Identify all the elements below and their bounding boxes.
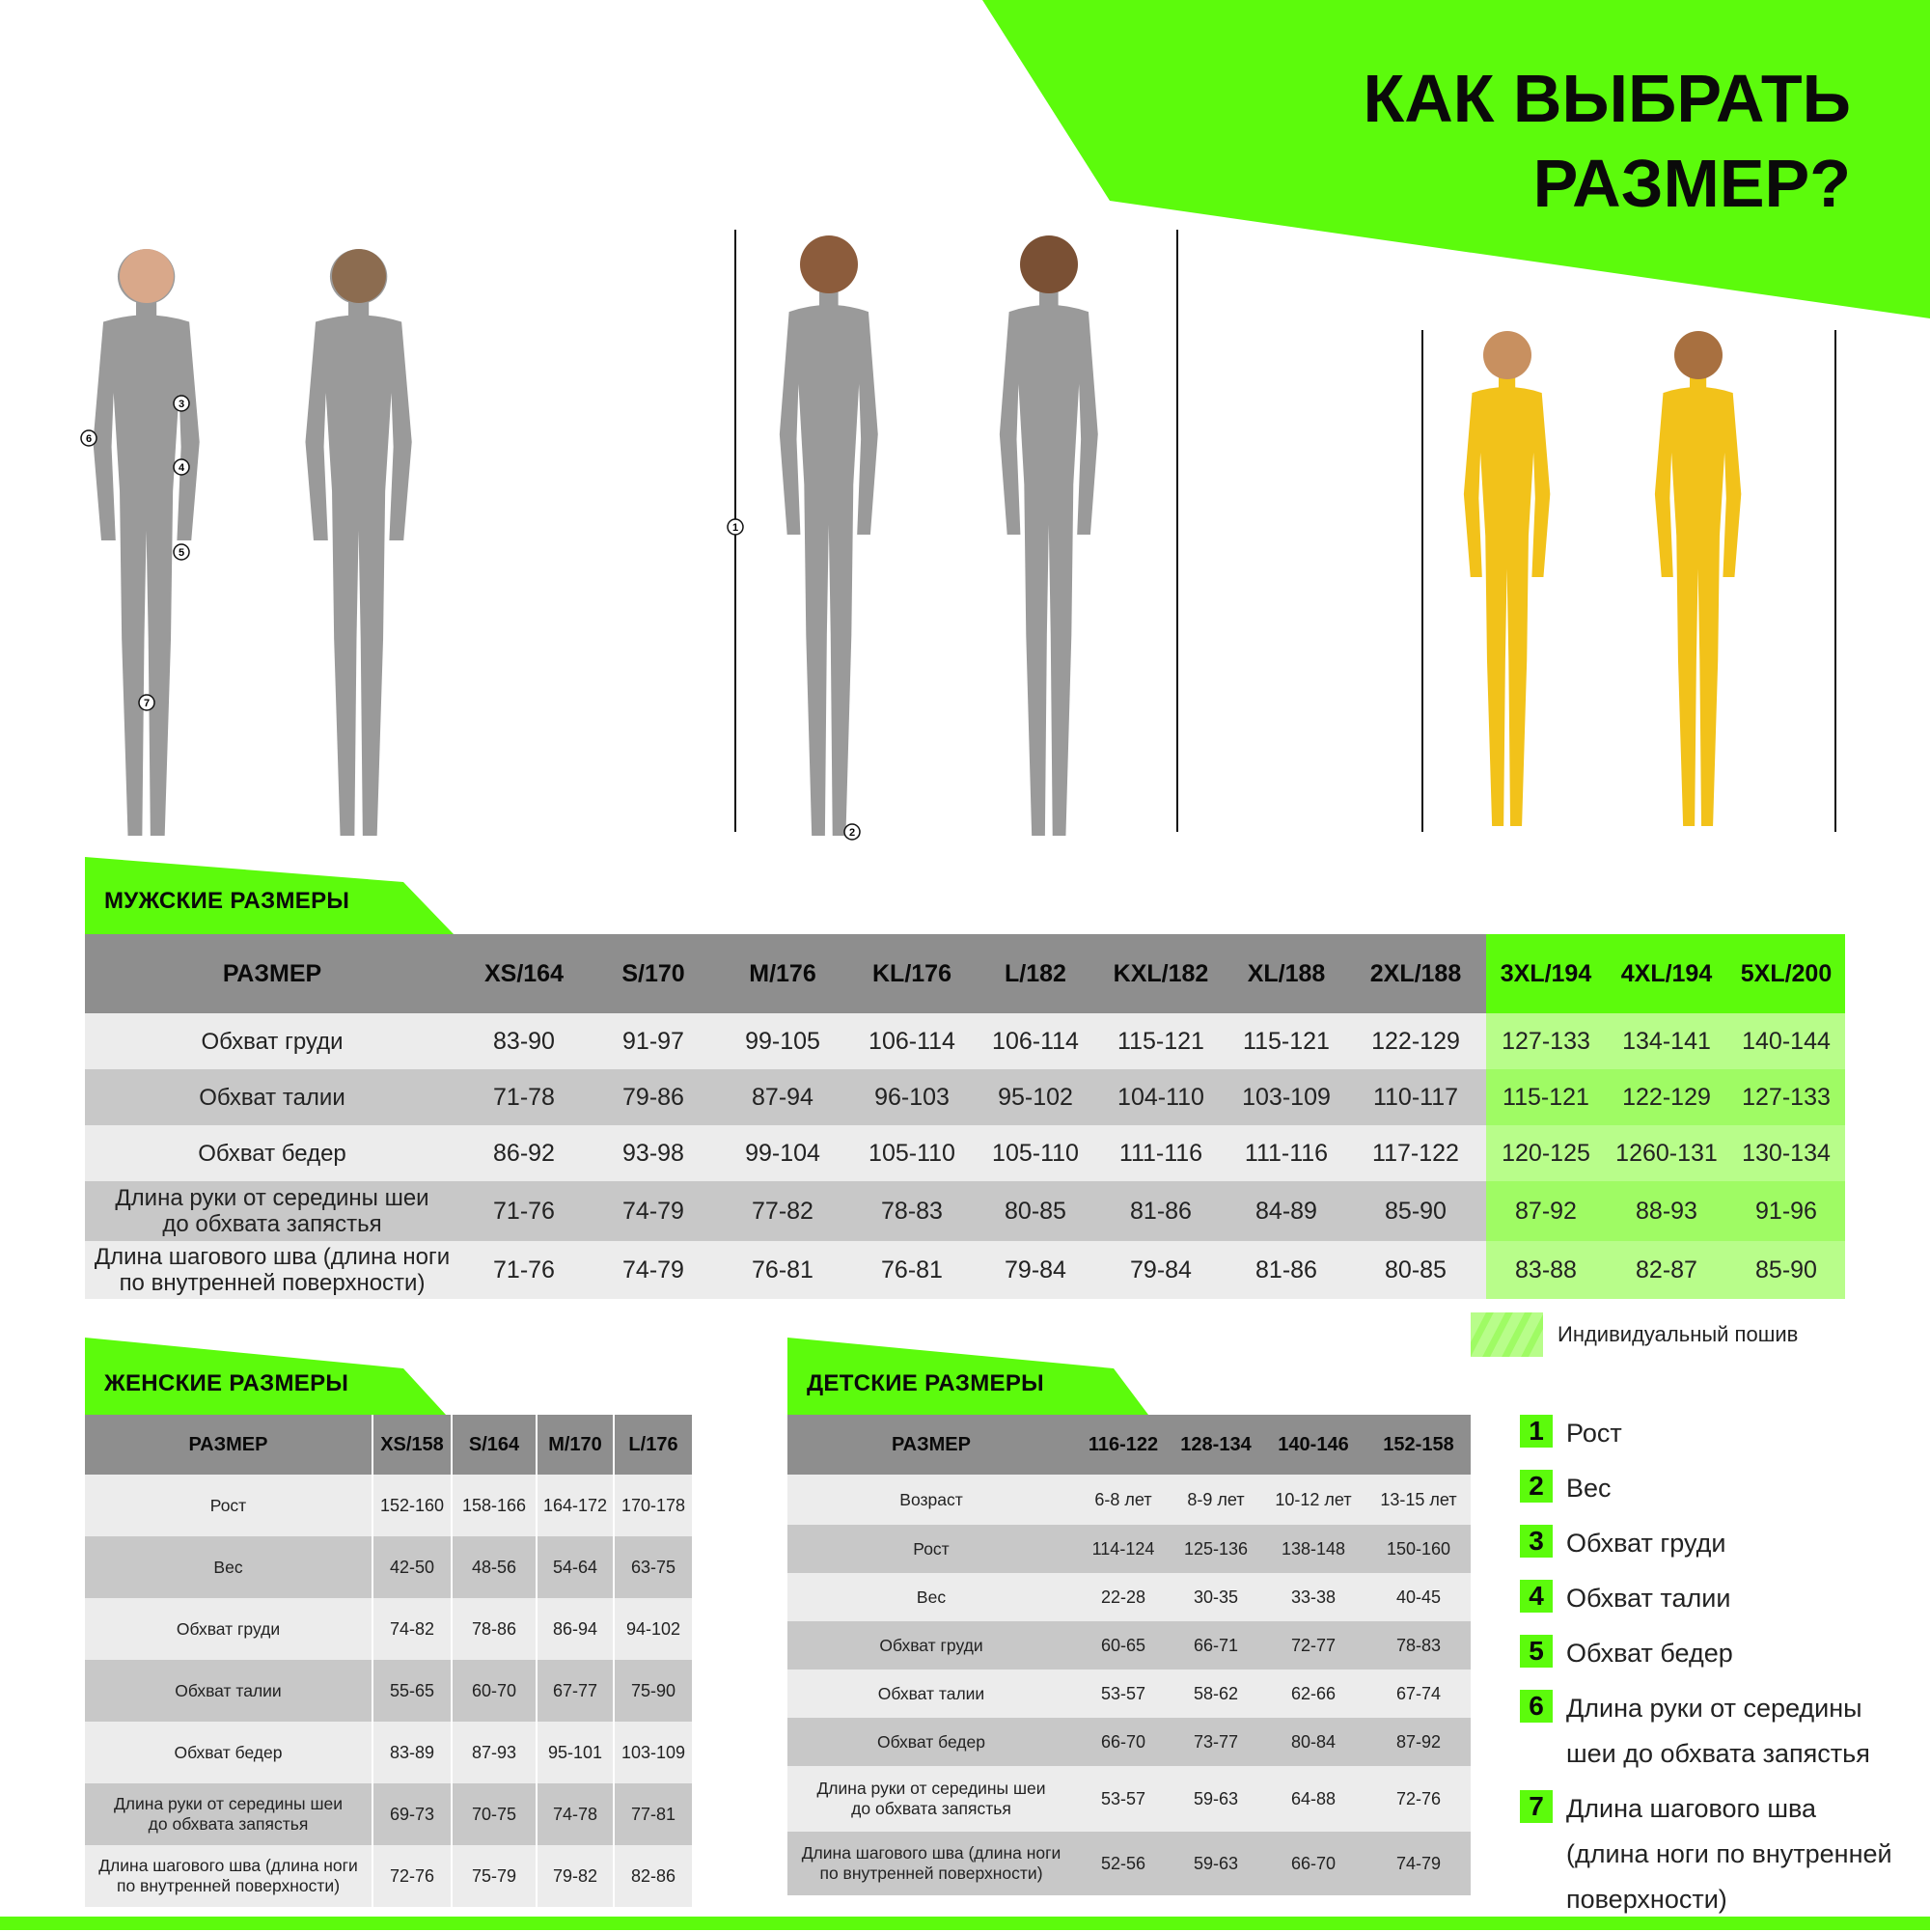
table-cell: 94-102 bbox=[614, 1598, 693, 1660]
table-cell: 79-84 bbox=[977, 1241, 1094, 1299]
table-cell: 22-28 bbox=[1075, 1573, 1172, 1621]
table-cell: 158-166 bbox=[452, 1475, 537, 1536]
women-section-label bbox=[85, 1338, 446, 1415]
legend-text-line-2: шеи до обхвата запястья bbox=[1566, 1739, 1870, 1768]
row-label-line-1: Длина руки от середины шеи bbox=[816, 1779, 1046, 1798]
table-cell: 104-110 bbox=[1094, 1069, 1227, 1125]
table-cell: 71-78 bbox=[459, 1069, 589, 1125]
kids-size-table bbox=[787, 1415, 1471, 1895]
table-cell: 60-70 bbox=[452, 1660, 537, 1722]
kids-header-140: 140-146 bbox=[1260, 1415, 1366, 1475]
table-cell: 52-56 bbox=[1075, 1832, 1172, 1895]
legend-number: 5 bbox=[1520, 1635, 1553, 1668]
men-header-l: L/182 bbox=[977, 934, 1094, 1013]
legend-item-inseam bbox=[1520, 1786, 1925, 1922]
legend-number: 7 bbox=[1520, 1790, 1553, 1823]
table-cell: 95-102 bbox=[977, 1069, 1094, 1125]
bottom-accent-bar bbox=[0, 1917, 1930, 1930]
table-cell: 82-86 bbox=[614, 1845, 693, 1907]
table-cell: 83-89 bbox=[372, 1722, 452, 1783]
legend-item-weight bbox=[1520, 1466, 1925, 1511]
legend-text-line-1: Длина шагового шва bbox=[1566, 1794, 1817, 1823]
row-label: Обхват груди bbox=[85, 1013, 459, 1069]
kids-row-age bbox=[787, 1475, 1471, 1525]
table-cell: 71-76 bbox=[459, 1181, 589, 1241]
table-cell: 76-81 bbox=[847, 1241, 977, 1299]
figures-illustration bbox=[39, 224, 1891, 842]
table-cell: 95-101 bbox=[537, 1722, 614, 1783]
table-cell: 76-81 bbox=[718, 1241, 847, 1299]
legend-item-waist bbox=[1520, 1576, 1925, 1621]
table-cell: 66-70 bbox=[1075, 1718, 1172, 1766]
table-cell: 55-65 bbox=[372, 1660, 452, 1722]
row-label: Обхват талии bbox=[787, 1670, 1075, 1718]
kids-header-size: РАЗМЕР bbox=[787, 1415, 1075, 1475]
men-head-front bbox=[120, 249, 174, 303]
kids-row-arm-length bbox=[787, 1766, 1471, 1832]
row-label: Обхват бедер bbox=[787, 1718, 1075, 1766]
table-cell: 72-76 bbox=[1366, 1766, 1471, 1832]
legend-text: Обхват талии bbox=[1566, 1584, 1731, 1613]
kids-row-waist bbox=[787, 1670, 1471, 1718]
table-cell: 6-8 лет bbox=[1075, 1475, 1172, 1525]
men-header-4xl: 4XL/194 bbox=[1606, 934, 1727, 1013]
women-header-size: РАЗМЕР bbox=[85, 1415, 372, 1475]
row-label bbox=[787, 1766, 1075, 1832]
row-label-line-1: Длина руки от середины шеи bbox=[115, 1185, 429, 1211]
table-cell: 64-88 bbox=[1260, 1766, 1366, 1832]
legend-number: 4 bbox=[1520, 1580, 1553, 1613]
table-cell: 91-97 bbox=[589, 1013, 718, 1069]
kids-header-row bbox=[787, 1415, 1471, 1475]
men-row-inseam bbox=[85, 1241, 1845, 1299]
marker-5: 5 bbox=[178, 547, 185, 559]
row-label-line-2: до обхвата запястья bbox=[148, 1814, 309, 1834]
legend-number: 6 bbox=[1520, 1690, 1553, 1723]
row-label-line-2: по внутренней поверхности) bbox=[819, 1863, 1043, 1883]
marker-1: 1 bbox=[731, 522, 739, 534]
table-cell: 83-88 bbox=[1486, 1241, 1606, 1299]
legend-text: Обхват бедер bbox=[1566, 1639, 1733, 1668]
table-cell: 106-114 bbox=[977, 1013, 1094, 1069]
table-cell: 130-134 bbox=[1727, 1125, 1845, 1181]
legend-number: 2 bbox=[1520, 1470, 1553, 1503]
men-header-kxl: KXL/182 bbox=[1094, 934, 1227, 1013]
page-title-line-2: РАЗМЕР? bbox=[1532, 146, 1851, 221]
table-cell: 67-77 bbox=[537, 1660, 614, 1722]
table-cell: 96-103 bbox=[847, 1069, 977, 1125]
kids-row-inseam bbox=[787, 1832, 1471, 1895]
table-cell: 75-79 bbox=[452, 1845, 537, 1907]
table-cell: 150-160 bbox=[1366, 1525, 1471, 1573]
table-cell: 70-75 bbox=[452, 1783, 537, 1845]
page-title bbox=[1363, 56, 1851, 226]
table-cell: 79-84 bbox=[1094, 1241, 1227, 1299]
table-cell: 86-92 bbox=[459, 1125, 589, 1181]
kids-row-height bbox=[787, 1525, 1471, 1573]
women-header-m: M/170 bbox=[537, 1415, 614, 1475]
men-head-back bbox=[332, 249, 386, 303]
table-cell: 84-89 bbox=[1227, 1181, 1345, 1241]
legend-number: 1 bbox=[1520, 1415, 1553, 1448]
table-cell: 127-133 bbox=[1727, 1069, 1845, 1125]
table-cell: 87-94 bbox=[718, 1069, 847, 1125]
women-head-front bbox=[800, 235, 858, 293]
table-cell: 74-79 bbox=[589, 1181, 718, 1241]
table-cell: 115-121 bbox=[1227, 1013, 1345, 1069]
legend-text bbox=[1566, 1686, 1870, 1777]
table-cell: 80-84 bbox=[1260, 1718, 1366, 1766]
row-label: Обхват груди bbox=[85, 1598, 372, 1660]
row-label-line-2: до обхвата запястья bbox=[851, 1799, 1011, 1818]
table-cell: 83-90 bbox=[459, 1013, 589, 1069]
table-cell: 170-178 bbox=[614, 1475, 693, 1536]
table-cell: 74-79 bbox=[589, 1241, 718, 1299]
table-cell: 99-105 bbox=[718, 1013, 847, 1069]
kids-header-128: 128-134 bbox=[1172, 1415, 1260, 1475]
table-cell: 81-86 bbox=[1094, 1181, 1227, 1241]
marker-7: 7 bbox=[143, 698, 151, 709]
women-row-hips bbox=[85, 1722, 693, 1783]
table-cell: 86-94 bbox=[537, 1598, 614, 1660]
row-label: Возраст bbox=[787, 1475, 1075, 1525]
table-cell: 78-86 bbox=[452, 1598, 537, 1660]
table-cell: 110-117 bbox=[1345, 1069, 1486, 1125]
women-row-waist bbox=[85, 1660, 693, 1722]
table-cell: 127-133 bbox=[1486, 1013, 1606, 1069]
table-cell: 60-65 bbox=[1075, 1621, 1172, 1670]
table-cell: 13-15 лет bbox=[1366, 1475, 1471, 1525]
marker-2: 2 bbox=[848, 827, 856, 839]
men-row-hips bbox=[85, 1125, 1845, 1181]
table-cell: 74-79 bbox=[1366, 1832, 1471, 1895]
legend-text: Вес bbox=[1566, 1474, 1612, 1503]
men-header-size: РАЗМЕР bbox=[85, 934, 459, 1013]
men-size-table bbox=[85, 934, 1845, 1299]
table-cell: 69-73 bbox=[372, 1783, 452, 1845]
table-cell: 77-82 bbox=[718, 1181, 847, 1241]
table-cell: 74-82 bbox=[372, 1598, 452, 1660]
table-cell: 78-83 bbox=[1366, 1621, 1471, 1670]
table-cell: 77-81 bbox=[614, 1783, 693, 1845]
row-label-line-1: Длина руки от середины шеи bbox=[113, 1794, 344, 1813]
table-cell: 85-90 bbox=[1727, 1241, 1845, 1299]
kids-header-152: 152-158 bbox=[1366, 1415, 1471, 1475]
kids-section-title: ДЕТСКИЕ РАЗМЕРЫ bbox=[807, 1370, 1044, 1396]
table-cell: 66-71 bbox=[1172, 1621, 1260, 1670]
table-cell: 87-92 bbox=[1366, 1718, 1471, 1766]
row-label: Обхват талии bbox=[85, 1069, 459, 1125]
men-section-title: МУЖСКИЕ РАЗМЕРЫ bbox=[104, 888, 350, 914]
table-cell: 122-129 bbox=[1345, 1013, 1486, 1069]
row-label-line-1: Длина шагового шва (длина ноги bbox=[98, 1856, 358, 1875]
men-row-arm-length bbox=[85, 1181, 1845, 1241]
table-cell: 106-114 bbox=[847, 1013, 977, 1069]
table-cell: 59-63 bbox=[1172, 1766, 1260, 1832]
table-cell: 87-93 bbox=[452, 1722, 537, 1783]
table-cell: 48-56 bbox=[452, 1536, 537, 1598]
table-cell: 42-50 bbox=[372, 1536, 452, 1598]
table-cell: 81-86 bbox=[1227, 1241, 1345, 1299]
table-cell: 30-35 bbox=[1172, 1573, 1260, 1621]
table-cell: 85-90 bbox=[1345, 1181, 1486, 1241]
measurement-markers bbox=[81, 396, 860, 840]
row-label-line-2: до обхвата запястья bbox=[162, 1211, 382, 1237]
table-cell: 140-144 bbox=[1727, 1013, 1845, 1069]
table-cell: 79-86 bbox=[589, 1069, 718, 1125]
legend-text: Обхват груди bbox=[1566, 1529, 1726, 1558]
row-label: Вес bbox=[85, 1536, 372, 1598]
custom-tailoring-swatch bbox=[1471, 1312, 1543, 1357]
row-label: Обхват талии bbox=[85, 1660, 372, 1722]
marker-4: 4 bbox=[178, 462, 185, 474]
table-cell: 74-78 bbox=[537, 1783, 614, 1845]
marker-3: 3 bbox=[178, 399, 185, 410]
men-header-s: S/170 bbox=[589, 934, 718, 1013]
table-cell: 78-83 bbox=[847, 1181, 977, 1241]
table-cell: 114-124 bbox=[1075, 1525, 1172, 1573]
women-header-xs: XS/158 bbox=[372, 1415, 452, 1475]
row-label bbox=[85, 1241, 459, 1299]
table-cell: 58-62 bbox=[1172, 1670, 1260, 1718]
table-cell: 103-109 bbox=[1227, 1069, 1345, 1125]
table-cell: 59-63 bbox=[1172, 1832, 1260, 1895]
men-row-waist bbox=[85, 1069, 1845, 1125]
table-cell: 111-116 bbox=[1094, 1125, 1227, 1181]
men-header-2xl: 2XL/188 bbox=[1345, 934, 1486, 1013]
kids-row-chest bbox=[787, 1621, 1471, 1670]
table-cell: 79-82 bbox=[537, 1845, 614, 1907]
table-cell: 71-76 bbox=[459, 1241, 589, 1299]
legend-text-line-3: поверхности) bbox=[1566, 1885, 1727, 1914]
custom-tailoring-note: Индивидуальный пошив bbox=[1558, 1322, 1799, 1346]
row-label: Рост bbox=[85, 1475, 372, 1536]
table-cell: 82-87 bbox=[1606, 1241, 1727, 1299]
table-cell: 111-116 bbox=[1227, 1125, 1345, 1181]
table-cell: 73-77 bbox=[1172, 1718, 1260, 1766]
women-row-arm-length bbox=[85, 1783, 693, 1845]
table-cell: 134-141 bbox=[1606, 1013, 1727, 1069]
table-cell: 117-122 bbox=[1345, 1125, 1486, 1181]
table-cell: 54-64 bbox=[537, 1536, 614, 1598]
row-label: Рост bbox=[787, 1525, 1075, 1573]
table-cell: 115-121 bbox=[1486, 1069, 1606, 1125]
table-cell: 10-12 лет bbox=[1260, 1475, 1366, 1525]
women-header-row bbox=[85, 1415, 693, 1475]
kids-section-label bbox=[787, 1338, 1148, 1415]
table-cell: 87-92 bbox=[1486, 1181, 1606, 1241]
table-cell: 164-172 bbox=[537, 1475, 614, 1536]
table-cell: 33-38 bbox=[1260, 1573, 1366, 1621]
row-label bbox=[85, 1845, 372, 1907]
row-label-line-2: по внутренней поверхности) bbox=[116, 1876, 341, 1895]
row-label-line-2: по внутренней поверхности) bbox=[119, 1270, 426, 1296]
women-row-chest bbox=[85, 1598, 693, 1660]
kids-head-back bbox=[1674, 331, 1723, 379]
table-cell: 63-75 bbox=[614, 1536, 693, 1598]
table-cell: 80-85 bbox=[977, 1181, 1094, 1241]
table-cell: 80-85 bbox=[1345, 1241, 1486, 1299]
men-header-xl: XL/188 bbox=[1227, 934, 1345, 1013]
women-row-height bbox=[85, 1475, 693, 1536]
legend-text bbox=[1566, 1786, 1892, 1922]
table-cell: 53-57 bbox=[1075, 1670, 1172, 1718]
marker-6: 6 bbox=[85, 433, 93, 445]
table-cell: 120-125 bbox=[1486, 1125, 1606, 1181]
table-cell: 53-57 bbox=[1075, 1766, 1172, 1832]
row-label-line-1: Длина шагового шва (длина ноги bbox=[94, 1244, 451, 1270]
table-cell: 125-136 bbox=[1172, 1525, 1260, 1573]
legend-item-height bbox=[1520, 1411, 1925, 1456]
women-header-s: S/164 bbox=[452, 1415, 537, 1475]
legend-item-chest bbox=[1520, 1521, 1925, 1566]
table-cell: 105-110 bbox=[977, 1125, 1094, 1181]
women-size-table bbox=[85, 1415, 694, 1907]
legend-text: Рост bbox=[1566, 1419, 1622, 1448]
row-label bbox=[85, 1783, 372, 1845]
table-cell: 91-96 bbox=[1727, 1181, 1845, 1241]
men-section-label bbox=[85, 857, 454, 934]
table-cell: 138-148 bbox=[1260, 1525, 1366, 1573]
table-cell: 62-66 bbox=[1260, 1670, 1366, 1718]
table-cell: 8-9 лет bbox=[1172, 1475, 1260, 1525]
table-cell: 103-109 bbox=[614, 1722, 693, 1783]
men-header-kl: KL/176 bbox=[847, 934, 977, 1013]
men-figures bbox=[93, 249, 411, 836]
measurement-legend bbox=[1520, 1411, 1925, 1932]
legend-item-hips bbox=[1520, 1631, 1925, 1676]
men-header-row bbox=[85, 934, 1845, 1013]
men-header-m: M/176 bbox=[718, 934, 847, 1013]
women-figures bbox=[735, 230, 1177, 836]
table-cell: 88-93 bbox=[1606, 1181, 1727, 1241]
table-cell: 115-121 bbox=[1094, 1013, 1227, 1069]
row-label: Обхват груди bbox=[787, 1621, 1075, 1670]
table-cell: 40-45 bbox=[1366, 1573, 1471, 1621]
table-cell: 122-129 bbox=[1606, 1069, 1727, 1125]
women-row-inseam bbox=[85, 1845, 693, 1907]
kids-head-front bbox=[1483, 331, 1531, 379]
men-row-chest bbox=[85, 1013, 1845, 1069]
table-cell: 99-104 bbox=[718, 1125, 847, 1181]
legend-text-line-2: (длина ноги по внутренней bbox=[1566, 1839, 1892, 1868]
legend-text-line-1: Длина руки от середины bbox=[1566, 1694, 1862, 1723]
men-header-3xl: 3XL/194 bbox=[1486, 934, 1606, 1013]
table-cell: 105-110 bbox=[847, 1125, 977, 1181]
kids-row-hips bbox=[787, 1718, 1471, 1766]
women-row-weight bbox=[85, 1536, 693, 1598]
table-cell: 67-74 bbox=[1366, 1670, 1471, 1718]
row-label-line-1: Длина шагового шва (длина ноги bbox=[801, 1843, 1062, 1863]
legend-number: 3 bbox=[1520, 1525, 1553, 1558]
kids-figures bbox=[1422, 330, 1835, 832]
table-cell: 1260-131 bbox=[1606, 1125, 1727, 1181]
row-label bbox=[787, 1832, 1075, 1895]
row-label bbox=[85, 1181, 459, 1241]
row-label: Обхват бедер bbox=[85, 1125, 459, 1181]
legend-item-arm-length bbox=[1520, 1686, 1925, 1777]
table-cell: 75-90 bbox=[614, 1660, 693, 1722]
table-cell: 72-76 bbox=[372, 1845, 452, 1907]
table-cell: 66-70 bbox=[1260, 1832, 1366, 1895]
women-header-l: L/176 bbox=[614, 1415, 693, 1475]
row-label: Обхват бедер bbox=[85, 1722, 372, 1783]
women-section-title: ЖЕНСКИЕ РАЗМЕРЫ bbox=[104, 1370, 349, 1396]
kids-header-116: 116-122 bbox=[1075, 1415, 1172, 1475]
table-cell: 152-160 bbox=[372, 1475, 452, 1536]
kids-row-weight bbox=[787, 1573, 1471, 1621]
table-cell: 72-77 bbox=[1260, 1621, 1366, 1670]
page-title-line-1: КАК ВЫБРАТЬ bbox=[1363, 61, 1851, 136]
row-label: Вес bbox=[787, 1573, 1075, 1621]
table-cell: 93-98 bbox=[589, 1125, 718, 1181]
men-header-xs: XS/164 bbox=[459, 934, 589, 1013]
women-head-back bbox=[1020, 235, 1078, 293]
men-header-5xl: 5XL/200 bbox=[1727, 934, 1845, 1013]
